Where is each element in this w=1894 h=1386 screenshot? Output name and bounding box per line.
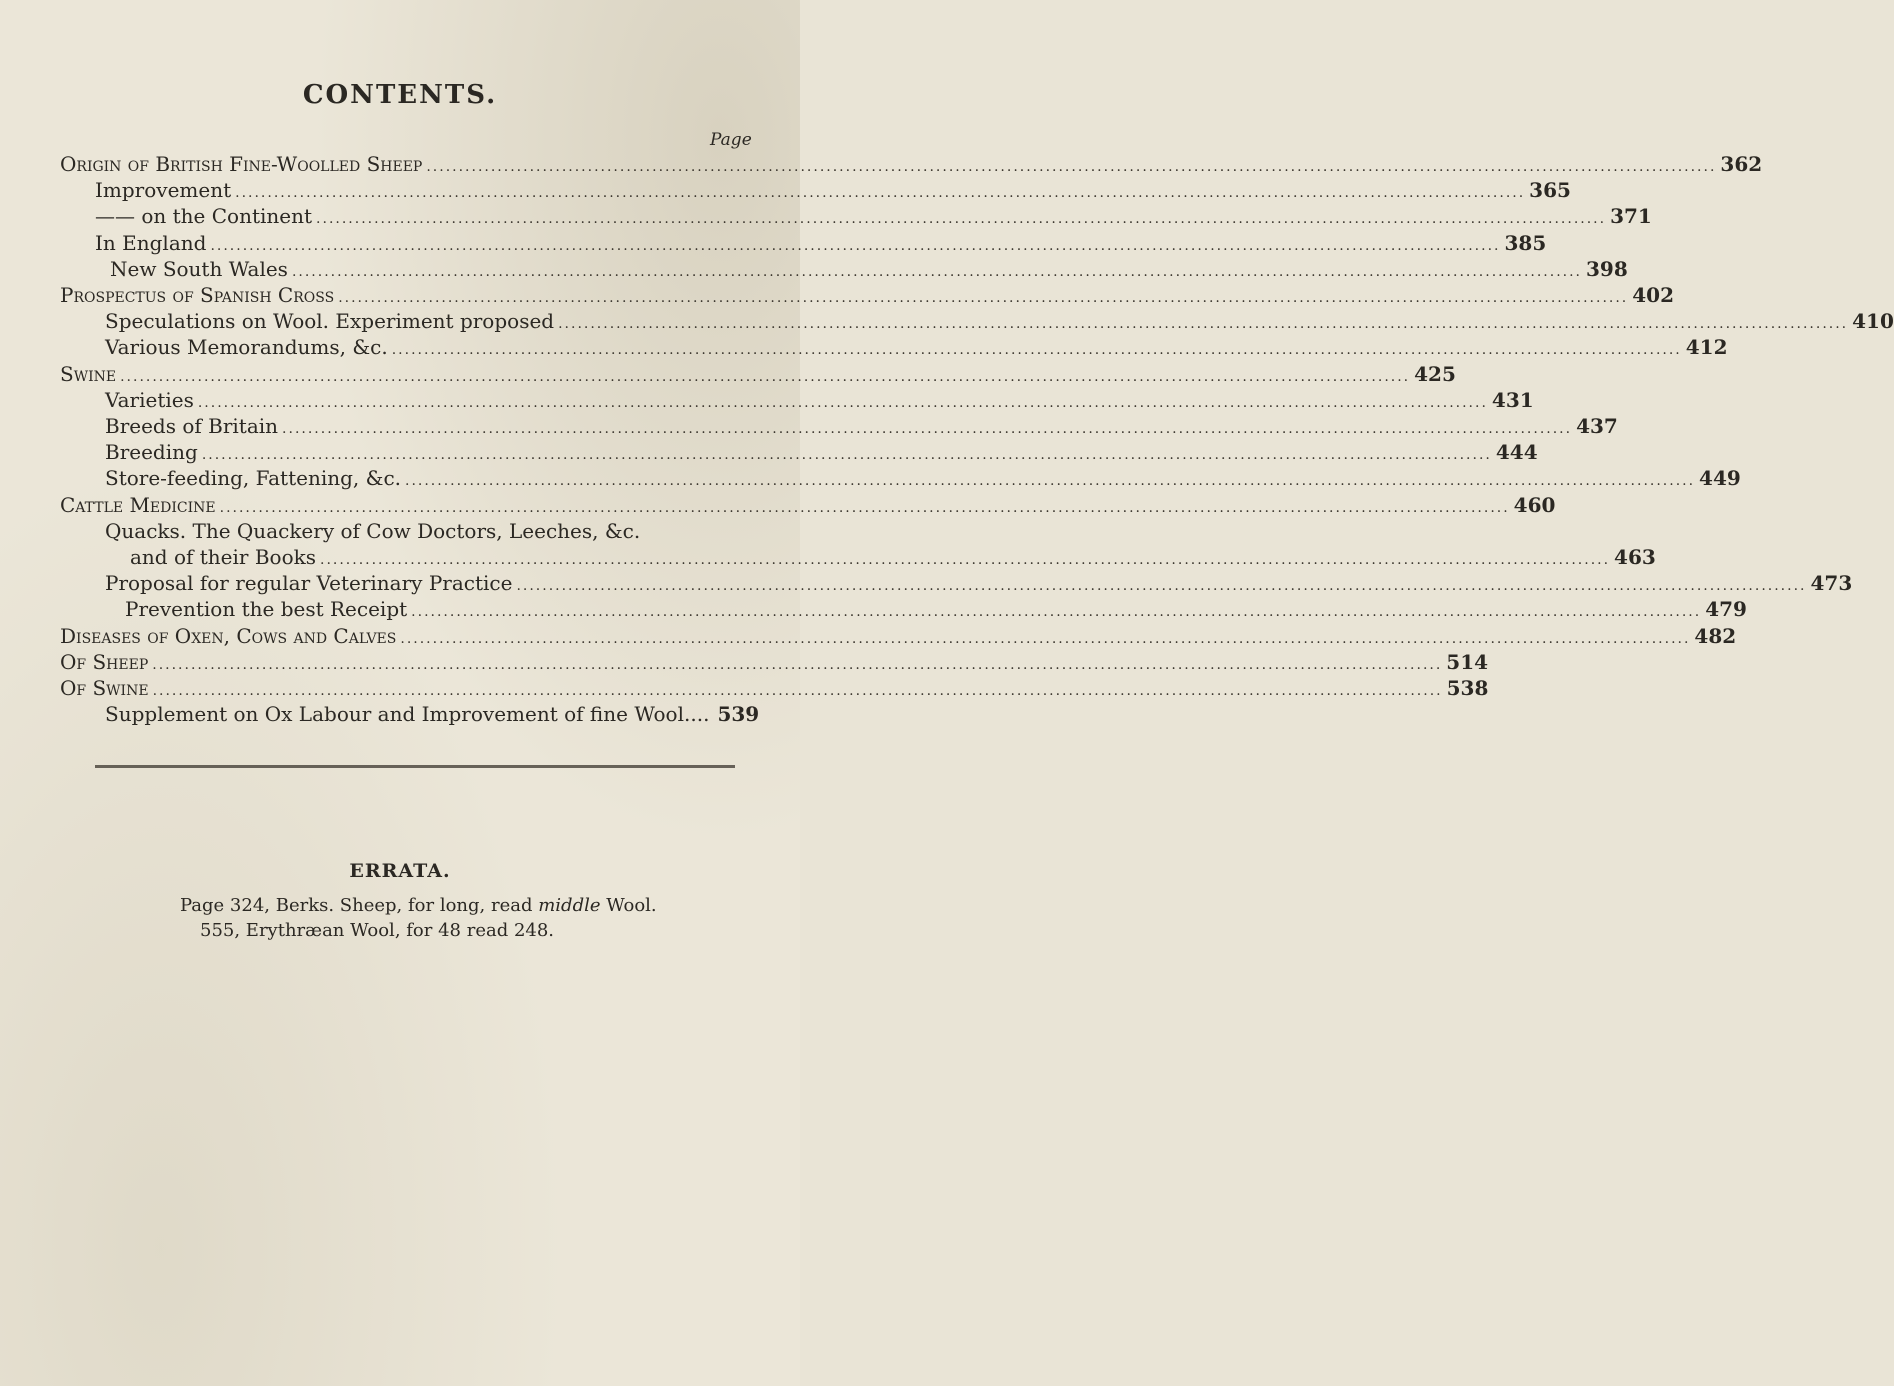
toc-entry-page: 371 xyxy=(1610,204,1652,229)
toc-entry-label: New South Wales xyxy=(110,256,288,281)
leader-dots: ........................................................................................................................................................................................................ xyxy=(219,499,1510,516)
toc-entry xyxy=(60,676,1489,702)
toc-entry-page: 539 xyxy=(717,702,760,727)
toc-entry xyxy=(60,649,1489,676)
leader-dots: ........................................................................................................................................................................................................ xyxy=(282,421,1573,437)
toc-entry-page: 437 xyxy=(1576,414,1618,438)
leader-dots: ........................................................................................................................................................................................................ xyxy=(320,552,1611,568)
leader-dots: ........................................................................................................................................................................................................ xyxy=(391,342,1682,359)
toc-entry-label: Supplement on Ox Labour and Improvement of fine Wool.... xyxy=(105,702,710,727)
leader-dots: ........................................................................................................................................................................................................ xyxy=(405,473,1696,490)
leader-dots: ........................................................................................................................................................................................................ xyxy=(201,447,1492,464)
toc-entry xyxy=(60,283,1674,309)
toc-entry-label: Proposal for regular Veterinary Practice xyxy=(105,571,513,596)
toc-entry-label: and of their Books xyxy=(130,545,316,569)
toc-entry-label: Prospectus of Spanish Cross xyxy=(60,283,335,307)
toc-entry xyxy=(95,178,1571,204)
toc-entry-page: 460 xyxy=(1513,492,1556,517)
toc-entry-page: 449 xyxy=(1699,466,1741,491)
leader-dots: ........................................................................................................................................................................................................ xyxy=(558,316,1849,333)
toc-entry-page: 538 xyxy=(1446,676,1489,700)
leader-dots: ........................................................................................................................................................................................................ xyxy=(411,604,1702,621)
toc-entry xyxy=(105,440,1538,466)
toc-entry-label: Cattle Medicine xyxy=(60,492,216,517)
toc-entry-label: Breeds of Britain xyxy=(105,414,279,438)
toc-entry-page: 412 xyxy=(1685,335,1728,360)
toc-entry-label: Various Memorandums, &c. xyxy=(105,335,388,360)
page-column-label: Page xyxy=(710,130,752,150)
toc-entry-label: Prevention the best Receipt xyxy=(125,597,408,622)
toc-entry-label: Quacks. The Quackery of Cow Doctors, Leeches, &c. xyxy=(105,518,641,543)
errata-line-1 xyxy=(180,895,657,916)
toc-entry-page: 479 xyxy=(1705,597,1747,622)
leader-dots: ........................................................................................................................................................................................................ xyxy=(426,159,1717,175)
leader-dots: ........................................................................................................................................................................................................ xyxy=(316,211,1607,228)
leader-dots: ........................................................................................................................................................................................................ xyxy=(152,683,1443,699)
toc-entry-label: —— on the Continent xyxy=(95,204,313,229)
errata-line-1-end: Wool. xyxy=(600,895,657,916)
toc-entry-page: 444 xyxy=(1495,440,1538,465)
toc-entry xyxy=(95,230,1547,257)
leader-dots: ........................................................................................................................................................................................................ xyxy=(516,578,1807,595)
toc-entry-label: Improvement xyxy=(95,178,232,203)
toc-entry-page: 431 xyxy=(1491,387,1534,412)
leader-dots: ........................................................................................................................................................................................................ xyxy=(291,263,1582,280)
toc-entry xyxy=(105,702,760,728)
errata-line-1-emphasis: middle xyxy=(538,895,601,916)
toc-entry-label: Speculations on Wool. Experiment proposed xyxy=(105,309,555,334)
toc-entry-label: Store-feeding, Fattening, &c. xyxy=(105,466,401,491)
toc-entry-page: 385 xyxy=(1504,230,1547,255)
leader-dots: ........................................................................................................................................................................................................ xyxy=(235,185,1526,202)
leader-dots: ........................................................................................................................................................................................................ xyxy=(210,237,1501,254)
toc-entry xyxy=(125,597,1747,623)
errata-line-1-text: Page 324, Berks. Sheep, for long, read xyxy=(180,895,539,916)
leader-dots: ........................................................................................................................................................................................................ xyxy=(338,290,1629,306)
toc-entry-label: Of Swine xyxy=(60,676,149,700)
page-title: CONTENTS. xyxy=(302,80,498,110)
toc-entry xyxy=(105,414,1618,440)
toc-entry-page: 398 xyxy=(1586,256,1628,281)
toc-entry-label: Breeding xyxy=(105,440,198,465)
toc-entry-page: 482 xyxy=(1694,623,1737,648)
toc-entry xyxy=(105,571,1853,597)
toc-entry-label: Of Sheep xyxy=(60,649,149,674)
toc-entry-page: 473 xyxy=(1810,571,1853,596)
toc-entry xyxy=(105,309,1894,335)
divider-rule xyxy=(95,765,735,768)
toc-entry xyxy=(60,623,1737,650)
toc-entry xyxy=(60,492,1556,519)
toc-entry xyxy=(130,545,1656,571)
errata-title: ERRATA. xyxy=(349,860,451,882)
toc-entry-page: 425 xyxy=(1414,361,1456,386)
toc-entry xyxy=(105,335,1728,361)
toc-entry-page: 362 xyxy=(1720,152,1763,176)
toc-entry-page: 463 xyxy=(1614,545,1656,569)
toc-entry-page: 365 xyxy=(1529,178,1571,203)
toc-entry-page: 514 xyxy=(1446,649,1489,674)
toc-entry-page: 402 xyxy=(1632,283,1674,307)
toc-entry-page: 410 xyxy=(1852,309,1894,334)
toc-entry-label: In England xyxy=(95,230,207,255)
toc-entry xyxy=(105,519,748,545)
toc-entry xyxy=(110,256,1628,283)
leader-dots: ........................................................................................................................................................................................................ xyxy=(197,394,1488,411)
toc-entry xyxy=(95,204,1652,230)
leader-dots: ........................................................................................................................................................................................................ xyxy=(400,630,1691,647)
toc-entry-label: Swine xyxy=(60,361,117,386)
toc-entry-label: Diseases of Oxen, Cows and Calves xyxy=(60,623,397,648)
leader-dots: ........................................................................................................................................................................................................ xyxy=(152,656,1443,673)
errata-line-2: 555, Erythræan Wool, for 48 read 248. xyxy=(200,920,555,941)
leader-dots: ........................................................................................................................................................................................................ xyxy=(120,368,1411,385)
toc-entry xyxy=(60,152,1763,178)
toc-entry xyxy=(105,466,1741,492)
toc-entry xyxy=(60,361,1456,388)
toc-entry xyxy=(105,387,1534,414)
toc-entry-label: Origin of British Fine-Woolled Sheep xyxy=(60,152,423,176)
toc-entry-label: Varieties xyxy=(105,387,194,412)
